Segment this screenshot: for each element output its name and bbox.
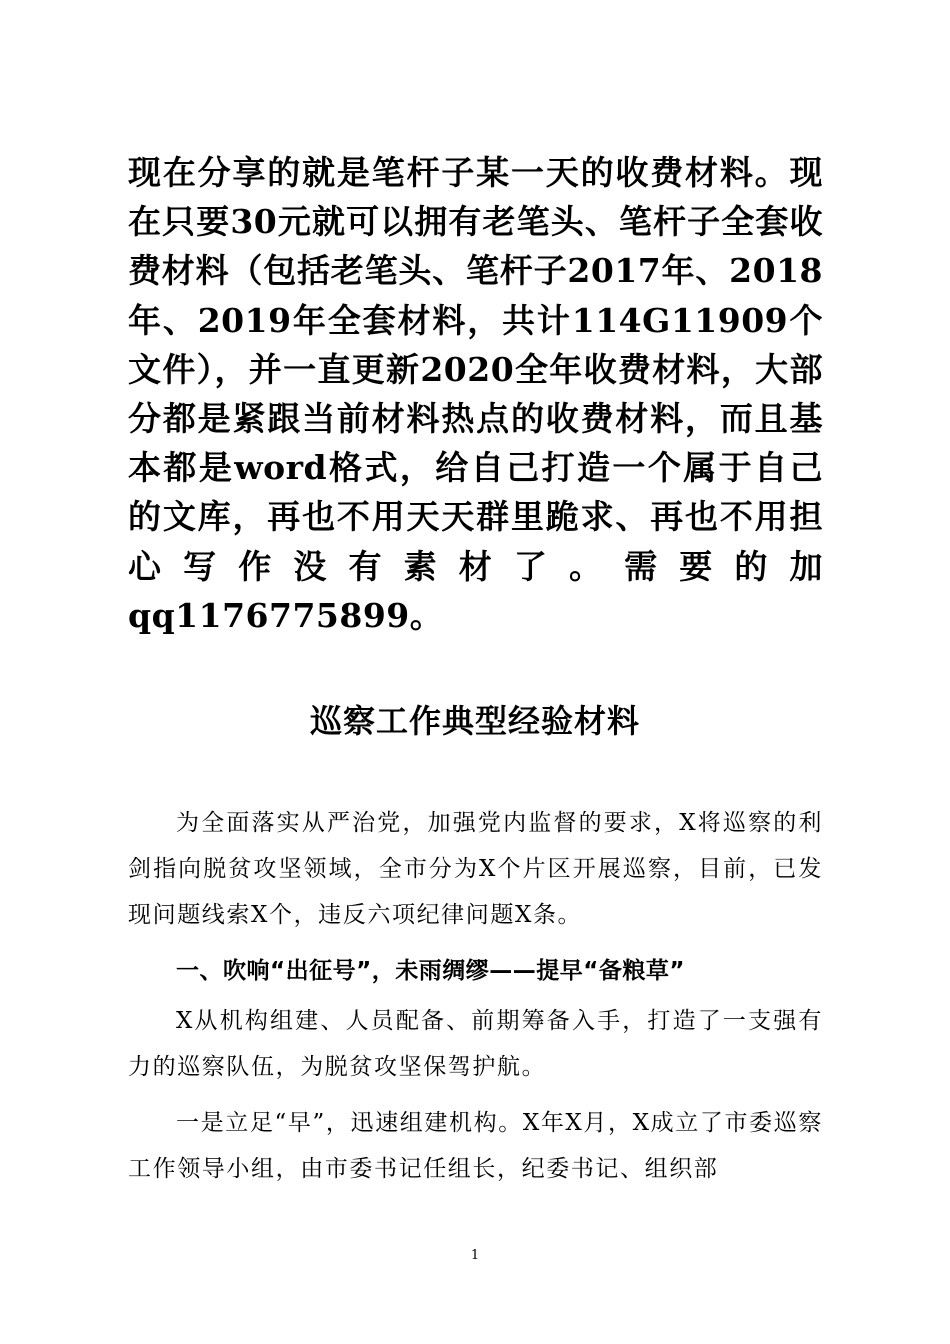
intro-paragraph: 为全面落实从严治党，加强党内监督的要求，X将巡察的利剑指向脱贫攻坚领域，全市分为X个片区开展巡察，目前，已发现问题线索X个，违反六项纪律问题X条。	[128, 810, 823, 928]
point-1-paragraph: 一是立足“早”，迅速组建机构。X年X月，X成立了市委巡察工作领导小组，由市委书记任组长，纪委书记、组织部	[128, 1110, 823, 1182]
document-title: 巡察工作典型经验材料	[309, 702, 640, 740]
section-1-paragraph: X从机构组建、人员配备、前期筹备入手，打造了一支强有力的巡察队伍，为脱贫攻坚保驾护航。	[128, 1008, 823, 1080]
section-heading-1: 一、吹响“出征号”，未雨绸缪——提早“备粮草”	[176, 958, 685, 984]
page-number: 1	[470, 1248, 480, 1263]
promo-paragraph: 现在分享的就是笔杆子某一天的收费材料。现在只要30元就可以拥有老笔头、笔杆子全套收费材料（包括老笔头、笔杆子2017年、2018年、2019年全套材料，共计114G11909个文件），并一直更新2020全年收费材料，大部分都是紧跟当前材料热点的收费材料，而且基本都是word格式，给自己打造一个属于自己的文库，再也不用天天群里跪求、再也不用担心写作没有素材了。需要的加qq1176775899。	[128, 153, 823, 635]
